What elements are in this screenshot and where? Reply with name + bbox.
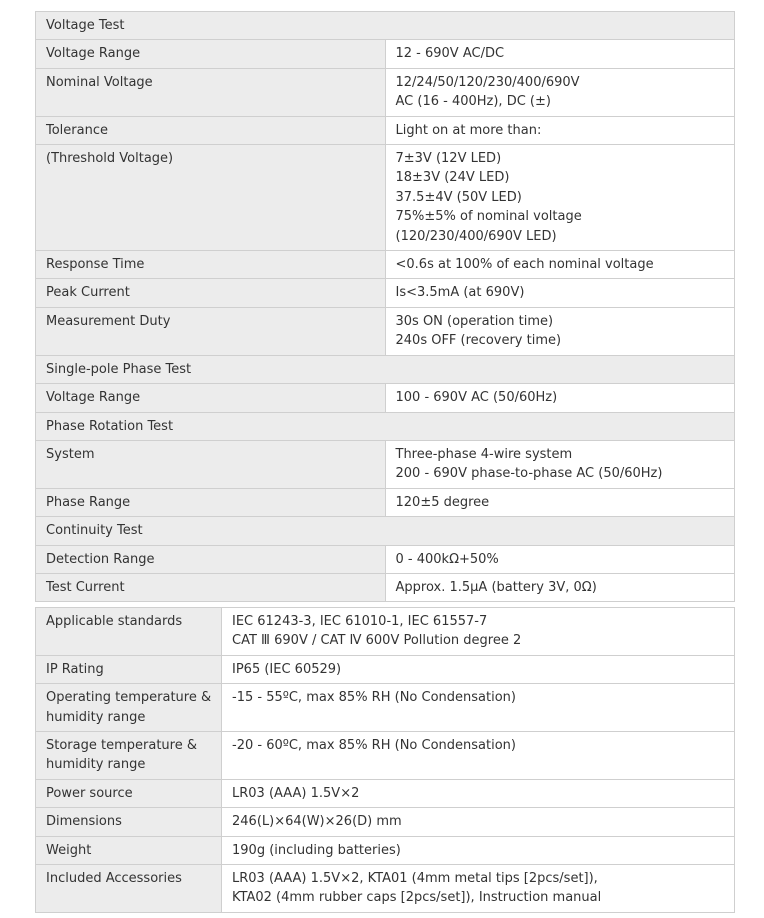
spec-row-operating-temperature-humidity-range bbox=[36, 684, 735, 732]
spec-label-line: Response Time bbox=[46, 257, 145, 273]
spec-table-body bbox=[36, 12, 735, 602]
section-header-continuity-test bbox=[36, 517, 735, 545]
spec-row-power-source bbox=[36, 779, 735, 807]
spec-value-line: CAT Ⅲ 690V / CAT Ⅳ 600V Pollution degree 2 bbox=[232, 633, 522, 649]
spec-value bbox=[222, 779, 735, 807]
spec-value-line: 0 - 400kΩ+50% bbox=[395, 551, 499, 567]
spec-label bbox=[36, 384, 386, 412]
spec-value bbox=[385, 307, 735, 355]
spec-row-tolerance bbox=[36, 116, 735, 144]
spec-label-line: Voltage Range bbox=[46, 390, 141, 406]
spec-label bbox=[36, 440, 386, 488]
section-header-single-pole-phase-test bbox=[36, 355, 735, 383]
section-title: Continuity Test bbox=[36, 517, 735, 545]
spec-value bbox=[385, 251, 735, 279]
spec-label-line: humidity range bbox=[46, 757, 146, 773]
spec-value-line: Light on at more than: bbox=[395, 122, 542, 138]
spec-label bbox=[36, 732, 222, 780]
spec-value bbox=[385, 573, 735, 601]
spec-value bbox=[385, 68, 735, 116]
spec-label bbox=[36, 68, 386, 116]
spec-row-voltage-range bbox=[36, 40, 735, 68]
spec-table-body bbox=[36, 608, 735, 913]
spec-label bbox=[36, 116, 386, 144]
spec-value-line: 246(L)×64(W)×26(D) mm bbox=[232, 814, 402, 830]
spec-value bbox=[385, 440, 735, 488]
spec-value-line: <0.6s at 100% of each nominal voltage bbox=[395, 257, 654, 273]
spec-label-line: Weight bbox=[46, 842, 92, 858]
spec-value bbox=[222, 608, 735, 656]
spec-row-peak-current bbox=[36, 279, 735, 307]
general-spec-table bbox=[35, 607, 735, 913]
spec-row-voltage-range bbox=[36, 384, 735, 412]
spec-label-line: Storage temperature & bbox=[46, 738, 197, 754]
spec-label-line: Tolerance bbox=[46, 122, 108, 138]
spec-value-line: 190g (including batteries) bbox=[232, 842, 401, 858]
section-header-voltage-test bbox=[36, 12, 735, 40]
spec-label bbox=[36, 779, 222, 807]
spec-label-line: Test Current bbox=[46, 579, 125, 595]
spec-row-dimensions bbox=[36, 808, 735, 836]
spec-value-line: 120±5 degree bbox=[395, 494, 490, 510]
spec-row-threshold-voltage bbox=[36, 145, 735, 251]
spec-value bbox=[222, 684, 735, 732]
spec-row-phase-range bbox=[36, 488, 735, 516]
spec-label-line: IP Rating bbox=[46, 661, 104, 677]
spec-label bbox=[36, 307, 386, 355]
spec-value-line: 75%±5% of nominal voltage bbox=[395, 209, 582, 225]
spec-label-line: System bbox=[46, 446, 95, 462]
spec-label-line: Nominal Voltage bbox=[46, 74, 153, 90]
spec-label-line: Operating temperature & bbox=[46, 690, 212, 706]
spec-label-line: Phase Range bbox=[46, 494, 131, 510]
spec-value-line: KTA02 (4mm rubber caps [2pcs/set]), Instruction manual bbox=[232, 890, 602, 906]
spec-value-line: 200 - 690V phase-to-phase AC (50/60Hz) bbox=[395, 466, 663, 482]
spec-label bbox=[36, 684, 222, 732]
spec-value-line: Approx. 1.5μA (battery 3V, 0Ω) bbox=[395, 579, 597, 595]
spec-value-line: Three-phase 4-wire system bbox=[395, 446, 573, 462]
spec-value-line: -20 - 60ºC, max 85% RH (No Condensation) bbox=[232, 738, 516, 754]
spec-row-storage-temperature-humidity-range bbox=[36, 732, 735, 780]
spec-label-line: Power source bbox=[46, 785, 133, 801]
spec-value bbox=[385, 488, 735, 516]
spec-label bbox=[36, 808, 222, 836]
spec-label-line: Dimensions bbox=[46, 814, 122, 830]
spec-row-applicable-standards bbox=[36, 608, 735, 656]
spec-value-line: (120/230/400/690V LED) bbox=[395, 228, 557, 244]
spec-value bbox=[222, 808, 735, 836]
spec-value-line: -15 - 55ºC, max 85% RH (No Condensation) bbox=[232, 690, 516, 706]
section-title: Voltage Test bbox=[36, 12, 735, 40]
spec-row-measurement-duty bbox=[36, 307, 735, 355]
spec-row-included-accessories bbox=[36, 865, 735, 913]
spec-label bbox=[36, 573, 386, 601]
spec-label bbox=[36, 836, 222, 864]
spec-label-line: (Threshold Voltage) bbox=[46, 151, 174, 167]
spec-row-response-time bbox=[36, 251, 735, 279]
spec-value bbox=[222, 655, 735, 683]
spec-value-line: 240s OFF (recovery time) bbox=[395, 333, 562, 349]
spec-label bbox=[36, 251, 386, 279]
spec-label-line: Applicable standards bbox=[46, 614, 183, 629]
spec-row-ip-rating bbox=[36, 655, 735, 683]
spec-value-line: 12/24/50/120/230/400/690V bbox=[395, 74, 580, 90]
spec-value-line: IEC 61243-3, IEC 61010-1, IEC 61557-7 bbox=[232, 614, 488, 629]
spec-value bbox=[222, 836, 735, 864]
voltage-tester-spec-table bbox=[35, 11, 735, 602]
section-header-phase-rotation-test bbox=[36, 412, 735, 440]
spec-label-line: Measurement Duty bbox=[46, 313, 171, 329]
spec-label bbox=[36, 40, 386, 68]
spec-label-line: Included Accessories bbox=[46, 871, 182, 887]
spec-label bbox=[36, 488, 386, 516]
spec-value-line: LR03 (AAA) 1.5V×2, KTA01 (4mm metal tips [2pcs/set]), bbox=[232, 871, 598, 887]
spec-label bbox=[36, 145, 386, 251]
spec-value-line: 37.5±4V (50V LED) bbox=[395, 189, 522, 205]
spec-value bbox=[385, 545, 735, 573]
spec-value-line: IP65 (IEC 60529) bbox=[232, 661, 342, 677]
spec-value-line: 18±3V (24V LED) bbox=[395, 170, 510, 186]
spec-value bbox=[222, 732, 735, 780]
spec-label-line: Detection Range bbox=[46, 551, 155, 567]
spec-value bbox=[385, 279, 735, 307]
spec-row-system bbox=[36, 440, 735, 488]
spec-label-line: humidity range bbox=[46, 709, 146, 725]
section-title: Phase Rotation Test bbox=[36, 412, 735, 440]
section-title: Single-pole Phase Test bbox=[36, 355, 735, 383]
spec-value-line: LR03 (AAA) 1.5V×2 bbox=[232, 785, 360, 801]
spec-value-line: Is<3.5mA (at 690V) bbox=[395, 285, 525, 301]
spec-value bbox=[385, 116, 735, 144]
spec-label bbox=[36, 865, 222, 913]
spec-value bbox=[385, 384, 735, 412]
spec-value-line: 100 - 690V AC (50/60Hz) bbox=[395, 390, 558, 406]
spec-value-line: 7±3V (12V LED) bbox=[395, 151, 502, 167]
spec-row-test-current bbox=[36, 573, 735, 601]
spec-label bbox=[36, 655, 222, 683]
spec-row-weight bbox=[36, 836, 735, 864]
spec-value-line: 30s ON (operation time) bbox=[395, 313, 554, 329]
spec-label bbox=[36, 608, 222, 656]
spec-value bbox=[222, 865, 735, 913]
spec-label-line: Peak Current bbox=[46, 285, 130, 301]
spec-value-line: AC (16 - 400Hz), DC (±) bbox=[395, 94, 551, 110]
spec-value bbox=[385, 145, 735, 251]
spec-row-detection-range bbox=[36, 545, 735, 573]
spec-row-nominal-voltage bbox=[36, 68, 735, 116]
spec-label-line: Voltage Range bbox=[46, 46, 141, 62]
spec-value bbox=[385, 40, 735, 68]
spec-label bbox=[36, 545, 386, 573]
spec-value-line: 12 - 690V AC/DC bbox=[395, 46, 505, 62]
spec-label bbox=[36, 279, 386, 307]
